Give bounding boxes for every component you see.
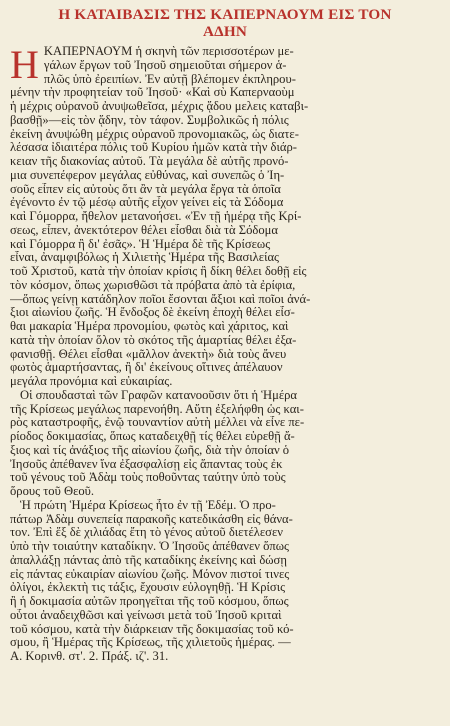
text-line: λέσασα ἰδιαιτέρα πόλις τοῦ Κυρίου ἡμῶν κατὰ τὴν διάρ- [10,141,297,155]
text-line: ρίοδος δοκιμασίας, ὅπως καταδειχθῇ τίς θέλει εὑρεθῇ ἄ- [10,430,295,443]
text-line: ὑπὸ τὴν τοιαύτην καταδίκην. Ὁ Ἰησοῦς ἀπέθανεν ὅπως [10,540,290,553]
text-line: Α. Κορινθ. στ'. 2. Πράξ. ιζ'. 31. [10,650,169,663]
text-line: μια συνεπέφερον μεγάλας εὐθύνας, καὶ συνεπῶς ὁ Ἰη- [10,168,285,182]
text-line: βασθῇ»—εἰς τὸν ᾅδην, τὸν τάφον. Συμβολικῶς ἡ πόλις [10,113,289,127]
text-line: γάλων ἔργων τοῦ Ἰησοῦ σημειοῦται σήμερον ἁ- [43,58,287,72]
text-line: τοῦ κόσμου, κατὰ τὴν διάρκειαν τῆς δοκιμασίας τοῦ κό- [10,622,294,636]
text-line: Οἱ σπουδασταὶ τῶν Γραφῶν κατανοοῦσιν ὅτι ἡ Ἡμέρα [20,388,297,402]
text-line: ἀπαλλάξῃ πάντας ἀπὸ τῆς καταδίκης ἐκείνης καὶ δώσῃ [10,553,287,567]
text-line: εἰς πάντας εὐκαιρίαν αἰωνίου ζωῆς. Μόνον πιστοί τινες [10,567,290,581]
text-line: φανισθῇ. Θέλει εἶσθαι «μᾶλλον ἀνεκτὴ» διὰ τοὺς ἄνευ [10,347,287,361]
text-line: τοῦ γένους τοῦ Ἀδὰμ τοὺς ποθοῦντας ταύτην ὑπὸ τοὺς [10,471,286,485]
text-line: Ἡ πρώτη Ἡμέρα Κρίσεως ἦτο ἐν τῇ Ἐδέμ. Ὁ προ- [20,498,276,512]
text-line: τὸν κόσμον, ὅπως χωρισθῶσι τὰ πρόβατα ἀπὸ τὰ ἐρίφια, [10,278,296,292]
drop-cap: Η [10,42,39,87]
text-line: κειαν τῆς διακονίας αὐτοῦ. Τὰ μεγάλα δὲ αὐτῆς προνό- [10,155,289,168]
text-line: κατὰ τὴν ὁποίαν ὅλον τὸ σκότος τῆς ἁμαρτίας θέλει ἐξα- [10,333,297,347]
text-line: θαι μακαρία Ἡμέρα προνομίου, φωτὸς καὶ χάριτος, καὶ [10,320,289,333]
text-line: ἡ μέχρις οὐρανοῦ ἀνυψωθεῖσα, μέχρις ᾅδου μελεις καταβι- [10,100,309,113]
text-line: ἐγένοντο ἐν τῷ μέσῳ αὐτῆς εἶχον γείνει εἰς τὰ Σόδομα [10,196,284,210]
text-line: πλῶς ὑπὸ ἐρειπίων. Ἐν αὐτῇ βλέπομεν ἐκπληρου- [43,72,296,86]
text-line: ξιος καὶ τίς ἀνάξιος τῆς αἰωνίου ζωῆς, διὰ τὴν ὁποίαν ὁ [10,443,290,457]
text-line: τον. Ἐπὶ ἕξ δὲ χιλιάδας ἔτη τὸ γένος αὐτοῦ διετέλεσεν [10,526,283,540]
text-line: ρὸς καταστροφῆς, ἐνῷ τουναντίον αὐτὴ μέλλει νὰ εἶνε πε- [10,416,305,430]
text-line: εἶναι, ἀναμφιβόλως ἡ Χιλιετὴς Ἡμέρα τῆς Βασιλείας [10,251,280,265]
article-title [10,6,440,40]
title-line-1: Η ΚΑΤΑΙΒΑΣΙΣ ΤΗΣ ΚΑΠΕΡΝΑΟΥΜ ΕΙΣ ΤΟΝ [58,6,392,23]
text-line: ὅρους τοῦ Θεοῦ. [10,485,95,498]
text-line: μεγάλα προνόμια καὶ εὐκαιρίας. [10,375,173,388]
text-line: ὀλίγοι, ἐκλεκτὴ τις τάξις, ἔχουσιν εὐλογηθῇ. Ἡ Κρίσις [10,581,286,595]
text-line: τῆς Κρίσεως μεγάλως παρενοήθη. Αὕτη ἐξελήφθη ὡς και- [10,402,304,416]
text-line: Ἰησοῦς ἀπέθανεν ἵνα ἐξασφαλίσῃ εἰς ἅπαντας τοὺς ἐκ [10,457,283,471]
text-line: σεως, εἶπεν, ἀνεκτότερον θέλει εἶσθαι διὰ τὰ Σόδομα [10,223,278,237]
paragraph-2 [10,389,440,499]
text-line: ἐκείνη ἀνυψώθη μέχρις οὐρανοῦ προνομιακῶς, ὡς διατε- [10,127,299,141]
text-line: μένην τὴν προφητείαν τοῦ Ἰησοῦ· «Καὶ σὺ Καπερναοὺμ [10,86,295,100]
text-line: ἢ ἡ δοκιμασία αὐτῶν προηγεῖται τῆς τοῦ κόσμου, ὅπως [10,595,289,608]
paragraph-3 [10,499,440,664]
text-line: σοῦς εἶπεν εἰς αὐτοὺς ὅτι ἂν τὰ μεγάλα ἔργα τὰ ὁποῖα [10,182,281,196]
text-line: φωτὸς ἁμαρτήσαντας, ἢ δι' ἐκείνους οἵτινες ἀπέλαυον [10,361,283,375]
paragraph-1 [10,42,440,389]
text-line: ξιοι αἰωνίου ζωῆς. Ἡ ἔνδοξος δὲ ἐκείνη ἐποχὴ θέλει εἶσ- [10,306,295,320]
text-line: —ὅπως γείνῃ κατάδηλον ποῖοι ἔσονται ἄξιοι καὶ ποῖοι ἀνά- [10,292,311,306]
text-line: τοῦ Χριστοῦ, κατὰ τὴν ὁποίαν κρίσις ἢ δίκη θέλει δοθῇ εἰς [10,265,307,278]
text-line: καὶ Γόμορρα, ἤθελον μετανοήσει. «Ἐν τῇ ἡμέρᾳ τῆς Κρί- [10,210,302,223]
text-line: πάτωρ Ἀδὰμ συνεπείᾳ παρακοῆς κατεδικάσθη εἰς θάνα- [10,512,293,526]
text-line: οὗτοι ἀναδειχθῶσι καὶ γείνωσι μετὰ τοῦ Ἰησοῦ κριταὶ [10,608,282,622]
text-line: σμου, ἢ Ἡμέρας τῆς Κρίσεως, τῆς χιλιετοῦς ἡμέρας. — [10,636,291,650]
text-line: ΚΑΠΕΡΝΑΟΥΜ ἡ σκηνὴ τῶν περισσοτέρων με- [43,45,294,58]
text-line: καὶ Γόμορρα ἢ δι' ἐσᾶς». Ἡ Ἡμέρα δὲ τῆς Κρίσεως [10,237,271,251]
title-line-2: ΑΔΗΝ [202,23,248,40]
